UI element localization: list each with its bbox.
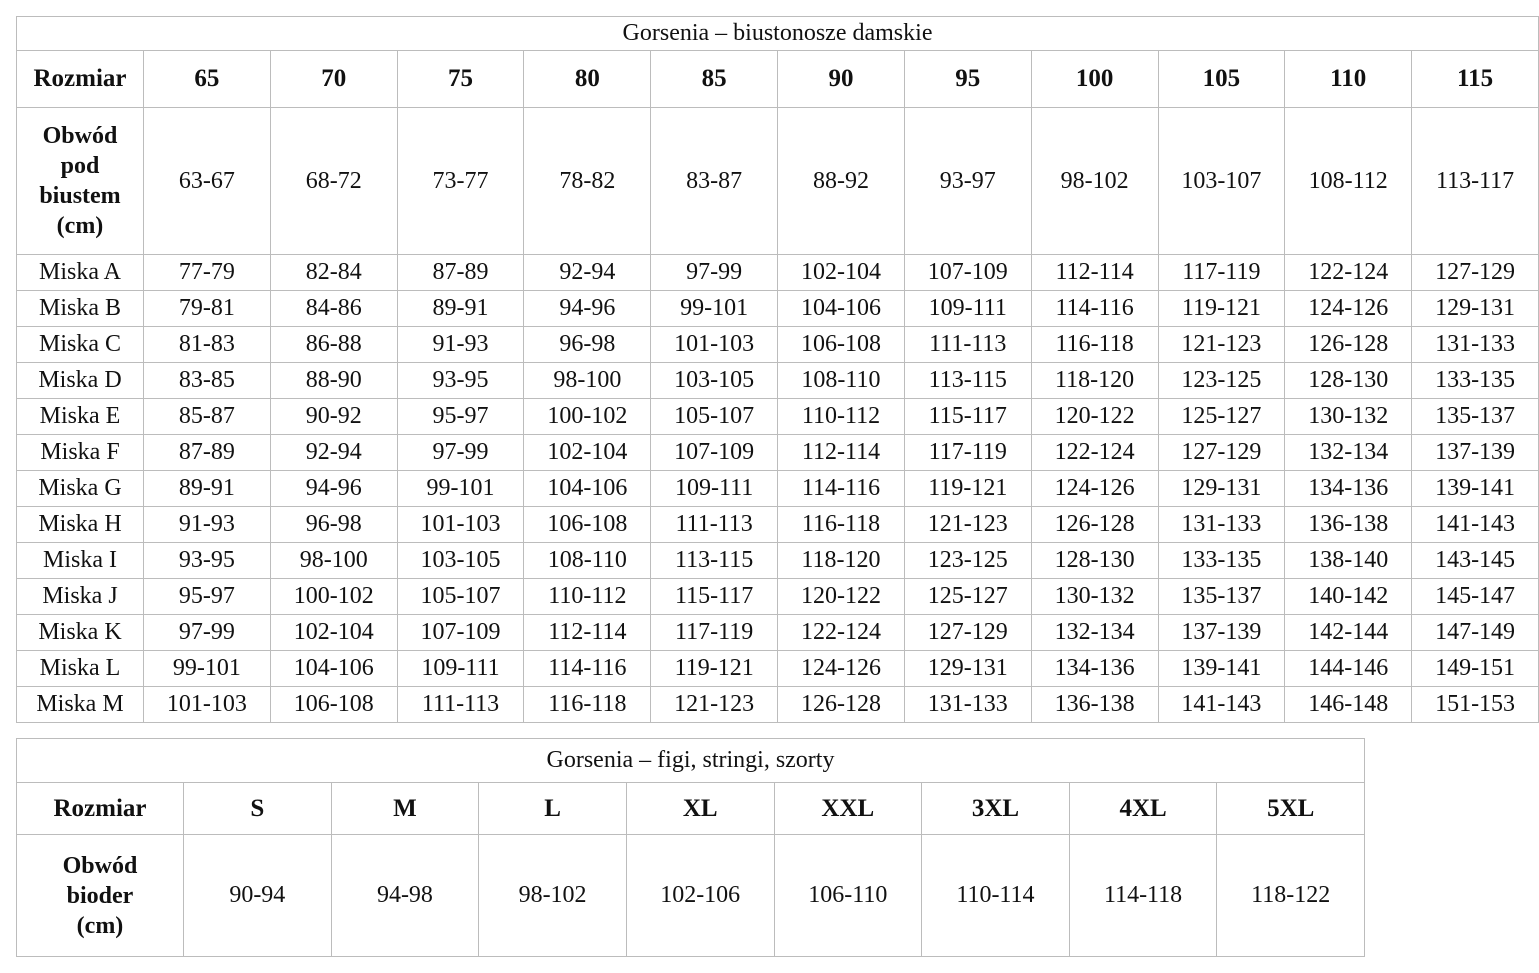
cup-range-cell: 84-86 [270,291,397,327]
cup-row [17,579,1539,615]
cup-range-cell: 88-90 [270,363,397,399]
cup-range-cell: 102-104 [270,615,397,651]
bra-size-header-cell: 90 [778,51,905,108]
cup-range-cell: 130-132 [1031,579,1158,615]
cup-range-cell: 86-88 [270,327,397,363]
cup-range-cell: 109-111 [904,291,1031,327]
panty-size-header-cell: M [331,783,479,835]
cup-range-cell: 149-151 [1412,651,1539,687]
cup-row [17,291,1539,327]
cup-range-cell: 126-128 [1031,507,1158,543]
cup-range-cell: 94-96 [270,471,397,507]
cup-range-cell: 115-117 [904,399,1031,435]
cup-range-cell: 128-130 [1031,543,1158,579]
cup-range-cell: 91-93 [144,507,271,543]
cup-range-cell: 126-128 [1285,327,1412,363]
cup-range-cell: 116-118 [778,507,905,543]
cup-range-cell: 117-119 [651,615,778,651]
cup-range-cell: 129-131 [1412,291,1539,327]
cup-range-cell: 121-123 [1158,327,1285,363]
bra-size-header-cell: 65 [144,51,271,108]
cup-range-cell: 134-136 [1031,651,1158,687]
cup-range-cell: 100-102 [524,399,651,435]
cup-range-cell: 99-101 [397,471,524,507]
cup-range-cell: 95-97 [397,399,524,435]
cup-range-cell: 137-139 [1158,615,1285,651]
cup-range-cell: 106-108 [524,507,651,543]
cup-range-cell: 136-138 [1285,507,1412,543]
cup-range-cell: 77-79 [144,255,271,291]
bra-size-header-cell: 105 [1158,51,1285,108]
cup-range-cell: 137-139 [1412,435,1539,471]
hip-range-cell: 94-98 [331,835,479,957]
cup-range-cell: 127-129 [1158,435,1285,471]
cup-range-cell: 106-108 [270,687,397,723]
cup-row [17,615,1539,651]
cup-row [17,471,1539,507]
hips-row [17,835,1365,957]
cup-range-cell: 98-100 [270,543,397,579]
cup-row-label: Miska B [17,291,144,327]
underbust-range-cell: 113-117 [1412,108,1539,255]
underbust-range-cell: 93-97 [904,108,1031,255]
cup-range-cell: 114-116 [778,471,905,507]
cup-range-cell: 129-131 [1158,471,1285,507]
underbust-range-cell: 83-87 [651,108,778,255]
cup-range-cell: 117-119 [1158,255,1285,291]
cup-row [17,687,1539,723]
cup-row-label: Miska L [17,651,144,687]
underbust-range-cell: 108-112 [1285,108,1412,255]
cup-range-cell: 124-126 [778,651,905,687]
cup-range-cell: 124-126 [1285,291,1412,327]
cup-row-label: Miska C [17,327,144,363]
cup-range-cell: 140-142 [1285,579,1412,615]
underbust-row [17,108,1539,255]
cup-range-cell: 111-113 [904,327,1031,363]
hip-range-cell: 118-122 [1217,835,1365,957]
bra-size-header-cell: 95 [904,51,1031,108]
underbust-row-label [17,108,144,255]
cup-range-cell: 94-96 [524,291,651,327]
cup-row-label: Miska G [17,471,144,507]
cup-range-cell: 123-125 [904,543,1031,579]
cup-range-cell: 141-143 [1158,687,1285,723]
cup-range-cell: 104-106 [270,651,397,687]
cup-range-cell: 136-138 [1031,687,1158,723]
panty-size-header-cell: 3XL [922,783,1070,835]
cup-range-cell: 104-106 [778,291,905,327]
cup-range-cell: 119-121 [1158,291,1285,327]
panty-title-row [17,739,1365,783]
cup-range-cell: 90-92 [270,399,397,435]
panty-size-header-cell: S [184,783,332,835]
bra-size-header-cell: 70 [270,51,397,108]
panty-table-title: Gorsenia – figi, stringi, szorty [17,739,1365,783]
cup-row [17,327,1539,363]
cup-range-cell: 113-115 [904,363,1031,399]
cup-range-cell: 107-109 [904,255,1031,291]
cup-row-label: Miska I [17,543,144,579]
underbust-label-text: Obwód pod biustem (cm) [39,123,121,239]
underbust-range-cell: 68-72 [270,108,397,255]
cup-range-cell: 82-84 [270,255,397,291]
cup-range-cell: 121-123 [651,687,778,723]
cup-row [17,435,1539,471]
cup-range-cell: 108-110 [524,543,651,579]
cup-range-cell: 143-145 [1412,543,1539,579]
cup-range-cell: 115-117 [651,579,778,615]
bra-size-header-cell: 100 [1031,51,1158,108]
cup-range-cell: 98-100 [524,363,651,399]
cup-range-cell: 111-113 [397,687,524,723]
cup-range-cell: 81-83 [144,327,271,363]
cup-range-cell: 111-113 [651,507,778,543]
hip-range-cell: 102-106 [626,835,774,957]
cup-range-cell: 103-105 [651,363,778,399]
cup-row [17,399,1539,435]
underbust-range-cell: 73-77 [397,108,524,255]
cup-row-label: Miska J [17,579,144,615]
panty-size-header-cell: 5XL [1217,783,1365,835]
cup-range-cell: 144-146 [1285,651,1412,687]
cup-range-cell: 127-129 [1412,255,1539,291]
panty-size-header-cell: XL [626,783,774,835]
bra-size-header-cell: 80 [524,51,651,108]
cup-range-cell: 119-121 [651,651,778,687]
cup-range-cell: 106-108 [778,327,905,363]
cup-range-cell: 151-153 [1412,687,1539,723]
panty-corner-label: Rozmiar [17,783,184,835]
bra-sizes-header-row [17,51,1539,108]
bra-size-header-cell: 75 [397,51,524,108]
cup-range-cell: 131-133 [1412,327,1539,363]
panty-size-header-cell: L [479,783,627,835]
cup-range-cell: 129-131 [904,651,1031,687]
cup-range-cell: 112-114 [778,435,905,471]
cup-range-cell: 123-125 [1158,363,1285,399]
cup-range-cell: 130-132 [1285,399,1412,435]
cup-range-cell: 134-136 [1285,471,1412,507]
bra-size-table [16,16,1539,723]
cup-range-cell: 107-109 [651,435,778,471]
cup-range-cell: 96-98 [270,507,397,543]
cup-range-cell: 128-130 [1285,363,1412,399]
cup-range-cell: 109-111 [651,471,778,507]
cup-range-cell: 102-104 [778,255,905,291]
cup-range-cell: 127-129 [904,615,1031,651]
cup-range-cell: 145-147 [1412,579,1539,615]
cup-range-cell: 93-95 [144,543,271,579]
cup-range-cell: 133-135 [1158,543,1285,579]
cup-range-cell: 114-116 [524,651,651,687]
cup-range-cell: 116-118 [524,687,651,723]
cup-range-cell: 122-124 [1285,255,1412,291]
cup-row-label: Miska H [17,507,144,543]
cup-range-cell: 97-99 [397,435,524,471]
hips-row-label [17,835,184,957]
cup-range-cell: 101-103 [144,687,271,723]
cup-range-cell: 131-133 [904,687,1031,723]
cup-range-cell: 112-114 [1031,255,1158,291]
cup-range-cell: 116-118 [1031,327,1158,363]
bra-size-header-cell: 115 [1412,51,1539,108]
cup-range-cell: 79-81 [144,291,271,327]
hip-range-cell: 98-102 [479,835,627,957]
cup-range-cell: 97-99 [144,615,271,651]
cup-range-cell: 83-85 [144,363,271,399]
cup-range-cell: 139-141 [1158,651,1285,687]
hips-label-text: Obwód bioder (cm) [62,852,138,939]
cup-range-cell: 100-102 [270,579,397,615]
cup-row-label: Miska E [17,399,144,435]
cup-row [17,543,1539,579]
bra-corner-label: Rozmiar [17,51,144,108]
cup-range-cell: 147-149 [1412,615,1539,651]
cup-range-cell: 125-127 [904,579,1031,615]
cup-row [17,255,1539,291]
bra-size-header-cell: 110 [1285,51,1412,108]
cup-range-cell: 126-128 [778,687,905,723]
panty-size-header-cell: 4XL [1069,783,1217,835]
cup-row-label: Miska D [17,363,144,399]
bra-title-row [17,17,1539,51]
cup-row [17,507,1539,543]
cup-range-cell: 102-104 [524,435,651,471]
cup-range-cell: 114-116 [1031,291,1158,327]
cup-range-cell: 118-120 [778,543,905,579]
cup-range-cell: 87-89 [397,255,524,291]
underbust-range-cell: 88-92 [778,108,905,255]
cup-range-cell: 97-99 [651,255,778,291]
cup-range-cell: 105-107 [651,399,778,435]
underbust-range-cell: 98-102 [1031,108,1158,255]
cup-row-label: Miska K [17,615,144,651]
cup-range-cell: 125-127 [1158,399,1285,435]
underbust-range-cell: 78-82 [524,108,651,255]
cup-range-cell: 87-89 [144,435,271,471]
cup-range-cell: 112-114 [524,615,651,651]
cup-range-cell: 117-119 [904,435,1031,471]
cup-range-cell: 113-115 [651,543,778,579]
cup-range-cell: 135-137 [1158,579,1285,615]
panty-sizes-header-row [17,783,1365,835]
hip-range-cell: 90-94 [184,835,332,957]
cup-range-cell: 118-120 [1031,363,1158,399]
cup-range-cell: 124-126 [1031,471,1158,507]
cup-range-cell: 141-143 [1412,507,1539,543]
cup-range-cell: 119-121 [904,471,1031,507]
cup-range-cell: 92-94 [524,255,651,291]
hip-range-cell: 106-110 [774,835,922,957]
cup-range-cell: 109-111 [397,651,524,687]
cup-range-cell: 101-103 [651,327,778,363]
cup-range-cell: 135-137 [1412,399,1539,435]
cup-range-cell: 132-134 [1031,615,1158,651]
cup-row-label: Miska M [17,687,144,723]
cup-range-cell: 99-101 [651,291,778,327]
cup-range-cell: 96-98 [524,327,651,363]
cup-range-cell: 142-144 [1285,615,1412,651]
cup-range-cell: 139-141 [1412,471,1539,507]
cup-range-cell: 132-134 [1285,435,1412,471]
cup-range-cell: 89-91 [397,291,524,327]
underbust-range-cell: 103-107 [1158,108,1285,255]
cup-range-cell: 133-135 [1412,363,1539,399]
cup-range-cell: 89-91 [144,471,271,507]
cup-range-cell: 146-148 [1285,687,1412,723]
cup-row [17,363,1539,399]
cup-row [17,651,1539,687]
cup-range-cell: 92-94 [270,435,397,471]
cup-range-cell: 107-109 [397,615,524,651]
cup-range-cell: 122-124 [778,615,905,651]
cup-range-cell: 85-87 [144,399,271,435]
cup-range-cell: 101-103 [397,507,524,543]
cup-range-cell: 110-112 [778,399,905,435]
cup-row-label: Miska A [17,255,144,291]
hip-range-cell: 114-118 [1069,835,1217,957]
cup-row-label: Miska F [17,435,144,471]
cup-range-cell: 131-133 [1158,507,1285,543]
cup-range-cell: 91-93 [397,327,524,363]
cup-range-cell: 121-123 [904,507,1031,543]
hip-range-cell: 110-114 [922,835,1070,957]
panty-size-header-cell: XXL [774,783,922,835]
underbust-range-cell: 63-67 [144,108,271,255]
cup-range-cell: 108-110 [778,363,905,399]
cup-range-cell: 95-97 [144,579,271,615]
cup-range-cell: 110-112 [524,579,651,615]
cup-range-cell: 120-122 [778,579,905,615]
cup-range-cell: 138-140 [1285,543,1412,579]
cup-range-cell: 99-101 [144,651,271,687]
bra-size-header-cell: 85 [651,51,778,108]
cup-range-cell: 103-105 [397,543,524,579]
bra-table-title: Gorsenia – biustonosze damskie [17,17,1539,51]
panty-size-table [16,738,1365,957]
cup-range-cell: 122-124 [1031,435,1158,471]
cup-range-cell: 105-107 [397,579,524,615]
cup-range-cell: 93-95 [397,363,524,399]
cup-range-cell: 104-106 [524,471,651,507]
cup-range-cell: 120-122 [1031,399,1158,435]
